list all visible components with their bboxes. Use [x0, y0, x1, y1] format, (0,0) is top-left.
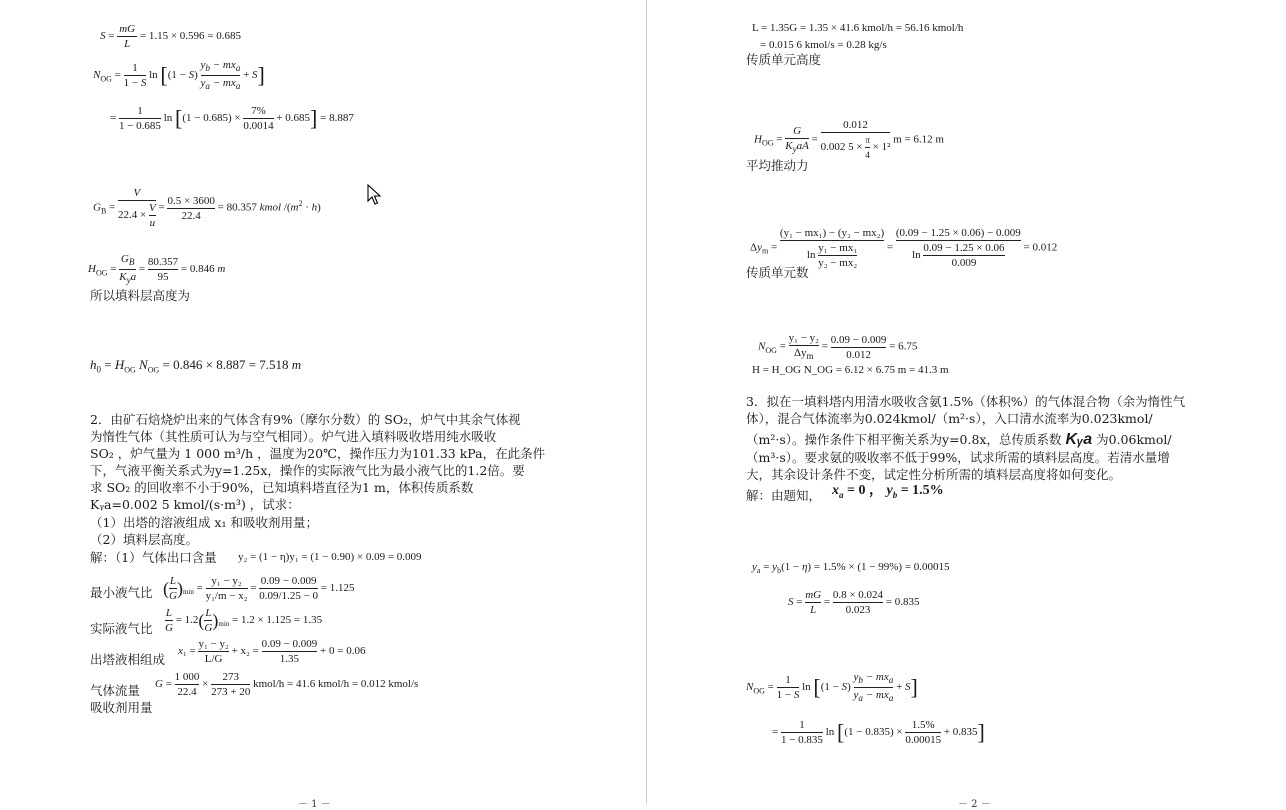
label-transfer-unit-number: 传质单元数	[746, 265, 809, 280]
equation-h0: $h_0 = H_{OG}$ $N_{OG} = 0.846 \times 8.887 = 7.518$ m	[90, 357, 302, 375]
solution3-given: $x_a = 0$ ， $y_b = 1.5\%$	[832, 483, 944, 500]
page-number-left: － 1 －	[298, 799, 331, 810]
mouse-cursor-icon	[367, 184, 381, 206]
solution-actual-ratio-equation: $\frac{L}{G}$ = 1.2( $\frac{L}{G}$ )$_{min} = 1.2 \times 1.125 = 1.35$	[165, 607, 323, 634]
equation-dym: $\Delta y_m$ = (y₁ − mx₁) − (y₂ − mx₂) ln $\frac{\text{y₁ − mx₁}}{\text{y₂ − mx₂}}$ = (0.09 − 1.25 × 0.06) − 0.009 ln $\frac{0.09 - 1.25 \times 0.06}{0.009}$ = 0.012	[750, 227, 1058, 269]
problem3-line3: （m²·s）。操作条件下相平衡关系为y=0.8x，总传质系数 Kᵧa 为0.06kmol/	[746, 431, 1172, 448]
problem2-line6: Kᵧa=0.002 5 kmol/(s·m³) ，试求：	[90, 497, 300, 512]
problem2-question-1: （1）出塔的溶液组成 x₁ 和吸收剂用量；	[90, 515, 318, 530]
document-page-right	[648, 0, 1286, 810]
problem3-line5: 大，其余设计条件不变，试定性分析所需的填料层高度将如何变化。	[746, 467, 1122, 482]
equation-HOG-right: $H_{OG}$ = G $K_yaA$ = 0.012 0.002 5 × $\frac{\pi}{4}$ × 1² m = 6.12 m	[754, 119, 944, 160]
equation-NOG-right: $N_{OG}$ = y₁ − y₂ $\Delta y_m$ = $\frac{0.09 - 0.009}{0.012}$ = 6.75	[758, 332, 918, 362]
solution-gas-flow-label: 气体流量	[90, 683, 141, 698]
problem3-line2: 体），混合气体流率为0.024kmol/（m²·s），入口清水流率为0.023kmol/	[746, 411, 1153, 426]
solution-absorbent-label: 吸收剂用量	[90, 700, 153, 715]
equation-S: S = $\frac{mG}{L}$ = 1.15 × 0.596 = 0.685	[100, 23, 241, 50]
problem2-line1: 2．由矿石焙烧炉出来的气体含有9%（摩尔分数）的 SO₂，炉气中其余气体视	[90, 412, 521, 427]
text-height-intro: 所以填料层高度为	[90, 288, 191, 303]
problem2-line2: 为惰性气体（其性质可认为与空气相同）。炉气进入填料吸收塔用纯水吸收	[90, 429, 497, 444]
problem2-line5: 求 SO₂ 的回收率不小于90%，已知填料塔直径为1 m，体积传质系数	[90, 480, 474, 495]
problem3-line1: 3．拟在一填料塔内用清水吸收含氨1.5%（体积%）的气体混合物（余为惰性气	[746, 394, 1186, 409]
equation-L-line1: L = 1.35G = 1.35 × 41.6 kmol/h = 56.16 kmol/h	[752, 22, 964, 34]
solution-x1-equation: x₁ = $\frac{\text{y₁ − y₂}}{L/G}$ + x₂ = $\frac{0.09 - 0.009}{1.35}$ + 0 = 0.06	[178, 638, 366, 665]
equation-ya: $y_a = y_b(1 - \eta) = 1.5\% \times (1 - 99\%) = 0.00015$	[752, 561, 950, 576]
solution3-label: 解：由题知，	[746, 488, 822, 503]
solution-y2-equation: y₂ = (1 − η)y₁ = (1 − 0.90) × 0.09 = 0.009	[238, 551, 422, 563]
page-divider	[646, 0, 647, 804]
equation-GB: $G_B$ = V 22.4 × $\frac{V}{u}$ = $\frac{0.5 \times 3600}{22.4}$ = 80.357 kmol $/(m^2 \cdot h)$	[93, 187, 321, 229]
label-mean-driving-force: 平均推动力	[746, 158, 809, 173]
solution-x1-label: 出塔液相组成	[90, 652, 166, 667]
solution-min-ratio-label: 最小液气比	[90, 585, 153, 600]
equation-NOG-value: = $\frac{1}{1 - 0.685}$ ln [(1 − 0.685) × $\frac{7\%}{0.0014}$ + 0.685] = 8.887	[110, 105, 354, 132]
label-transfer-unit-height: 传质单元高度	[746, 52, 822, 67]
problem3-line4: （m³·s）。要求氨的吸收率不低于99%，试求所需的填料层高度。若清水量增	[746, 450, 1170, 465]
solution-min-ratio-equation: ( $\frac{L}{G}$ )$_{min}$ = $\frac{\text{y₁ − y₂}}{\text{y₁/m − x₂}}$ = $\frac{0.09 - 0.009}{0.09/1.25 - 0}$ = 1.125	[163, 575, 355, 602]
solution-actual-ratio-label: 实际液气比	[90, 621, 153, 636]
problem2-line4: 下，气液平衡关系式为y=1.25x，操作的实际液气比为最小液气比的1.2倍。要	[90, 463, 525, 478]
equation-L-line2: = 0.015 6 kmol/s = 0.28 kg/s	[760, 39, 887, 51]
page-number-right: － 2 －	[958, 799, 991, 810]
problem2-line3: SO₂ ，炉气量为 1 000 m³/h ，温度为20℃，操作压力为101.33 kPa，在此条件	[90, 446, 546, 461]
equation-HOG: $H_{OG}$ = $G_B$ $K_ya$ = $\frac{80.357}{95}$ = 0.846 m	[88, 253, 226, 286]
problem2-question-2: （2）填料层高度。	[90, 532, 198, 547]
equation-NOG3-value: = $\frac{1}{1 - 0.835}$ ln [(1 − 0.835) × $\frac{1.5\%}{0.00015}$ + 0.835]	[772, 719, 985, 746]
equation-H-total: H = H_OG N_OG = 6.12 × 6.75 m = 41.3 m	[752, 364, 949, 376]
solution-gas-flow-equation: G = $\frac{1 000}{22.4}$ × $\frac{273}{273 + 20}$ kmol/h = 41.6 kmol/h = 0.012 kmol/s	[155, 671, 419, 698]
equation-NOG3: $N_{OG}$ = $\frac{1}{1 - S}$ ln [(1 − S) $y_b - mx_a$ $y_a - mx_a$ + S]	[746, 671, 918, 704]
equation-NOG: $N_{OG}$ = $\frac{1}{1 - S}$ ln [(1 − S) $y_b - mx_a$ $y_a - mx_a$ + S]	[93, 59, 265, 92]
equation-S-right: S = $\frac{mG}{L}$ = $\frac{0.8 \times 0.024}{0.023}$ = 0.835	[788, 589, 920, 616]
solution-y2-label: 解：（1）气体出口含量	[90, 550, 217, 565]
